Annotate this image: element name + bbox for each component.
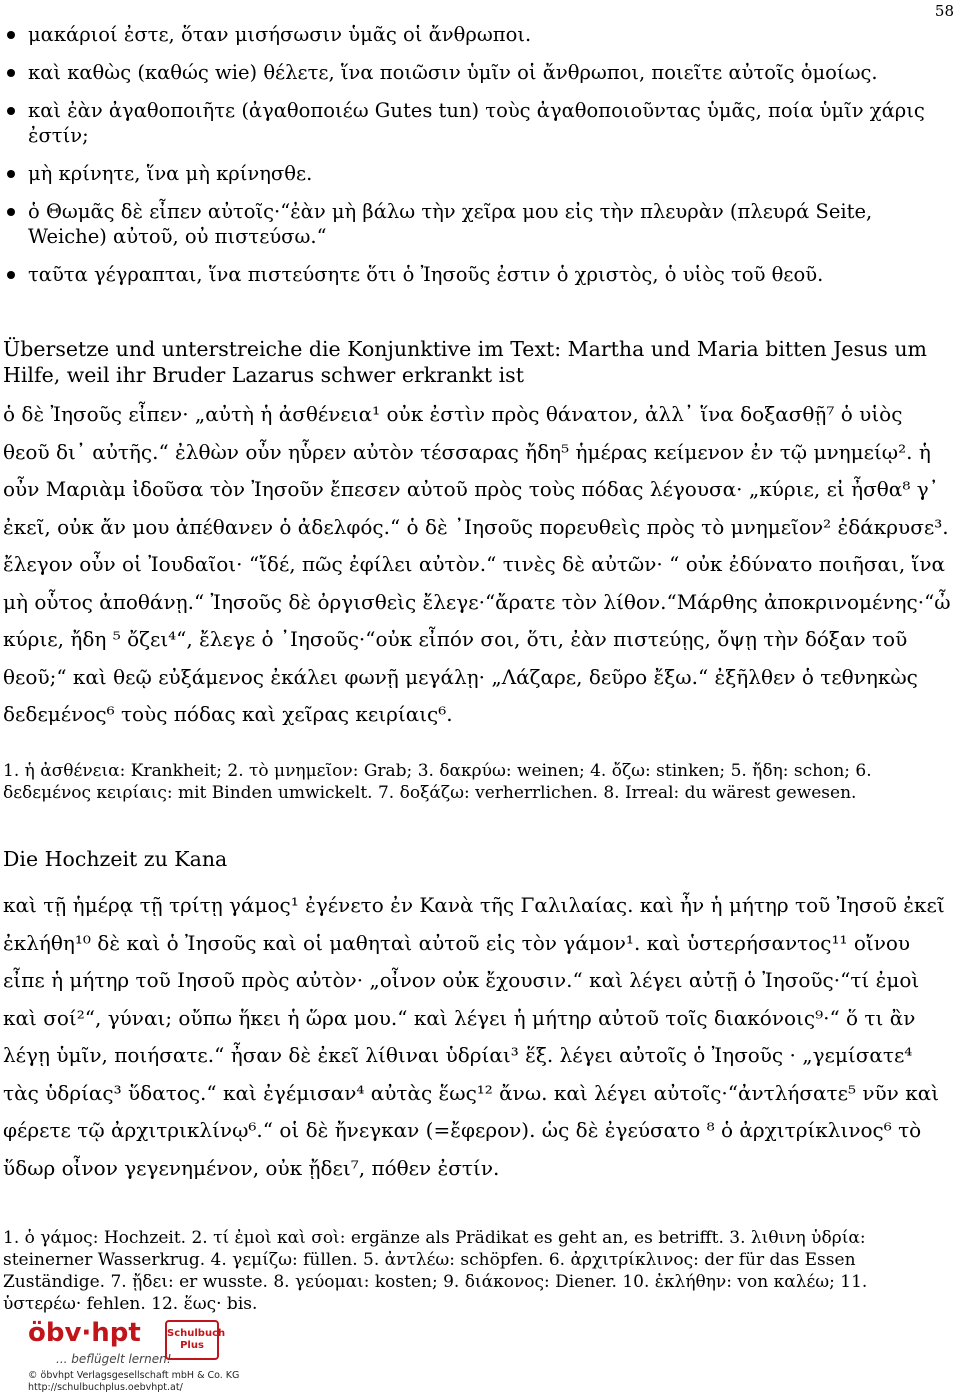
list-item	[0, 22, 950, 47]
sentence-text: καὶ ἐὰν ἀγαθοποιῆτε (ἀγαθοποιέω Gutes tun) τοὺς ἀγαθοποιοῦντας ὑμᾶς, ποία ὑμῖν χάρις ἐστίν;	[28, 99, 925, 147]
list-item	[0, 98, 950, 148]
copyright-text: © öbvhpt Verlagsgesellschaft mbH & Co. KG	[28, 1370, 240, 1381]
example-sentences-list	[0, 22, 950, 300]
bullet-icon	[7, 170, 15, 178]
bullet-icon	[7, 31, 15, 39]
publisher-url: http://schulbuchplus.oebvhpt.at/	[28, 1382, 183, 1393]
kana-vocabulary-notes: 1. ὁ γάμος: Hochzeit. 2. τί ἐμοὶ καὶ σοὶ: ergänze als Prädikat es geht an, es betrifft. 3. λιθινη ὑδρία: steinerner Wasserkrug. 4. γεμίζω: füllen. 5. ἀντλέω: schöpfen. 6. ἀρχιτρίκλινος: der für das Essen Zuständige. 7. ᾔδει: er wusste. 8. γεύομαι: kosten; 9. διάκονος: Diener. 10. ἐκλήθην: von καλέω; 11. ὑστερέω· fehlen. 12. ἕως· bis.	[3, 1228, 868, 1314]
sentence-text: μακάριοί ἐστε, ὅταν μισήσωσιν ὑμᾶς οἱ ἄνθρωποι.	[28, 23, 532, 46]
bullet-icon	[7, 69, 15, 77]
list-item	[0, 199, 950, 249]
kana-passage: καὶ τῇ ἡμέρᾳ τῇ τρίτῃ γάμος¹ ἐγένετο ἐν Κανὰ τῆς Γαλιλαίας. καὶ ἦν ἡ μήτηρ τοῦ Ἰησοῦ ἐκεῖ ἐκλήθη¹⁰ δὲ καὶ ὁ Ἰησοῦς καὶ οἱ μαθηταὶ αὐτοῦ εἰς τὸν γάμον¹. καὶ ὑστερήσαντος¹¹ οἴνου εἶπε ἡ μήτηρ τοῦ Ιησοῦ πρὸς αὐτὸν· „οἶνον οὐκ ἔχουσιν.“ καὶ λέγει αὐτῇ ὁ Ἰησοῦς·“τί ἐμοὶ καὶ σοί²“, γύναι; οὔπω ἥκει ἡ ὥρα μου.“ καὶ λέγει ἡ μήτηρ αὐτοῦ τοῖς διακόνοις⁹·“ ὅ τι ἂν λέγῃ ὑμῖν, ποιήσατε.“ ἦσαν δὲ ἐκεῖ λίθιναι ὑδρίαι³ ἕξ. λέγει αὐτοῖς ὁ Ἰησοῦς · „γεμίσατε⁴ τὰς ὑδρίας³ ὕδατος.“ καὶ ἐγέμισαν⁴ αὐτὰς ἕως¹² ἄνω. καὶ λέγει αὐτοῖς·“ἀντλήσατε⁵ νῦν καὶ φέρετε τῷ ἀρχιτρικλίνῳ⁶.“ οἱ δὲ ἤνεγκαν (=ἔφερον). ὡς δὲ ἐγεύσατο ⁸ ὁ ἀρχιτρίκλινος⁶ τὸ ὕδωρ οἶνον γεγενημένον, οὐκ ᾔδει⁷, πόθεν ἐστίν.	[3, 893, 945, 1180]
sentence-text: μὴ κρίνητε, ἵνα μὴ κρίνησθε.	[28, 162, 313, 185]
brand-tagline: ... beflügelt lernen!	[56, 1352, 172, 1366]
list-item	[0, 161, 950, 186]
sentence-text: καὶ καθὼς (καθώς wie) θέλετε, ἵνα ποιῶσιν ὑμῖν οἱ ἄνθρωποι, ποιεῖτε αὐτοῖς ὁμοίως.	[28, 61, 878, 84]
lazarus-passage: ὁ δὲ Ἰησοῦς εἶπεν· „αὐτὴ ἡ ἀσθένεια¹ οὐκ ἐστὶν πρὸς θάνατον, ἀλλ᾽ ἵνα δοξασθῇ⁷ ὁ υἱὸς θεοῦ δι᾽ αὐτῆς.“ ἐλθὼν οὖν ηὗρεν αὐτὸν τέσσαρας ἤδη⁵ ἡμέρας κείμενον ἐν τῷ μνημείῳ². ἡ οὖν Μαριὰμ ἰδοῦσα τὸν Ἰησοῦν ἔπεσεν αὐτοῦ πρὸς τοὺς πόδας λέγουσα· „κύριε, εἰ ἦσθα⁸ γ᾽ ἐκεῖ, οὐκ ἄν μου ἀπέθανεν ὁ ἀδελφός.“ ὁ δὲ ᾿Ιησοῦς πορευθεὶς πρὸς τὸ μνημεῖον² ἐδάκρυσε³. ἔλεγον οὖν οἱ Ἰουδαῖοι· “ἴδέ, πῶς ἐφίλει αὐτὸν.“ τινὲς δὲ αὐτῶν· “ οὐκ ἐδύνατο ποιῆσαι, ἵνα μὴ οὗτος ἀποθάνῃ.“ Ἰησοῦς δὲ ὀργισθεὶς ἔλεγε·“ἄρατε τὸν λίθον.“Μάρθης ἀποκρινομένης·“ὦ κύριε, ἤδη ⁵ ὄζει⁴“, ἔλεγε ὁ ᾿Ιησοῦς·“οὐκ εἶπόν σοι, ὅτι, ἐὰν πιστεύῃς, ὄψῃ τὴν δόξαν τοῦ θεοῦ;“ καὶ θεῷ εὐξάμενος ἐκάλει φωνῇ μεγάλῃ· „Λάζαρε, δεῦρο ἔξω.“ ἐξῆλθεν ὁ τεθνηκὼς δεδεμένος⁶ τοὺς πόδας καὶ χεῖρας κειρίαις⁶.	[3, 402, 951, 726]
bullet-icon	[7, 208, 15, 216]
section-heading: Die Hochzeit zu Kana	[3, 847, 228, 871]
publisher-logo	[28, 1318, 288, 1395]
list-item	[0, 262, 950, 287]
page-number: 58	[934, 2, 954, 20]
sentence-text: ταῦτα γέγραπται, ἵνα πιστεύσητε ὅτι ὁ Ἰησοῦς ἐστιν ὁ χριστὸς, ὁ υἱὸς τοῦ θεοῦ.	[28, 263, 824, 286]
schulbuch-plus-badge: Schulbuch Plus	[165, 1320, 219, 1360]
list-item	[0, 60, 950, 85]
bullet-icon	[7, 271, 15, 279]
brand-logo: öbv·hpt	[28, 1318, 141, 1348]
bullet-icon	[7, 107, 15, 115]
exercise-instruction: Übersetze und unterstreiche die Konjunktive im Text: Martha und Maria bitten Jesus um Hilfe, weil ihr Bruder Lazarus schwer erkrankt ist	[3, 337, 927, 387]
sentence-text: ὁ Θωμᾶς δὲ εἶπεν αὐτοῖς·“ἐὰν μὴ βάλω τὴν χεῖρα μου εἰς τὴν πλευρὰν (πλευρά Seite, Weiche) αὐτοῦ, οὐ πιστεύσω.“	[28, 200, 873, 248]
lazarus-vocabulary-notes: 1. ἡ ἀσθένεια: Krankheit; 2. τὸ μνημεῖον: Grab; 3. δακρύω: weinen; 4. ὄζω: stinken; 5. ἤδη: schon; 6. δεδεμένος κειρίαις: mit Binden umwickelt. 7. δοξάζω: verherrlichen. 8. Irreal: du wärest gewesen.	[3, 761, 872, 803]
